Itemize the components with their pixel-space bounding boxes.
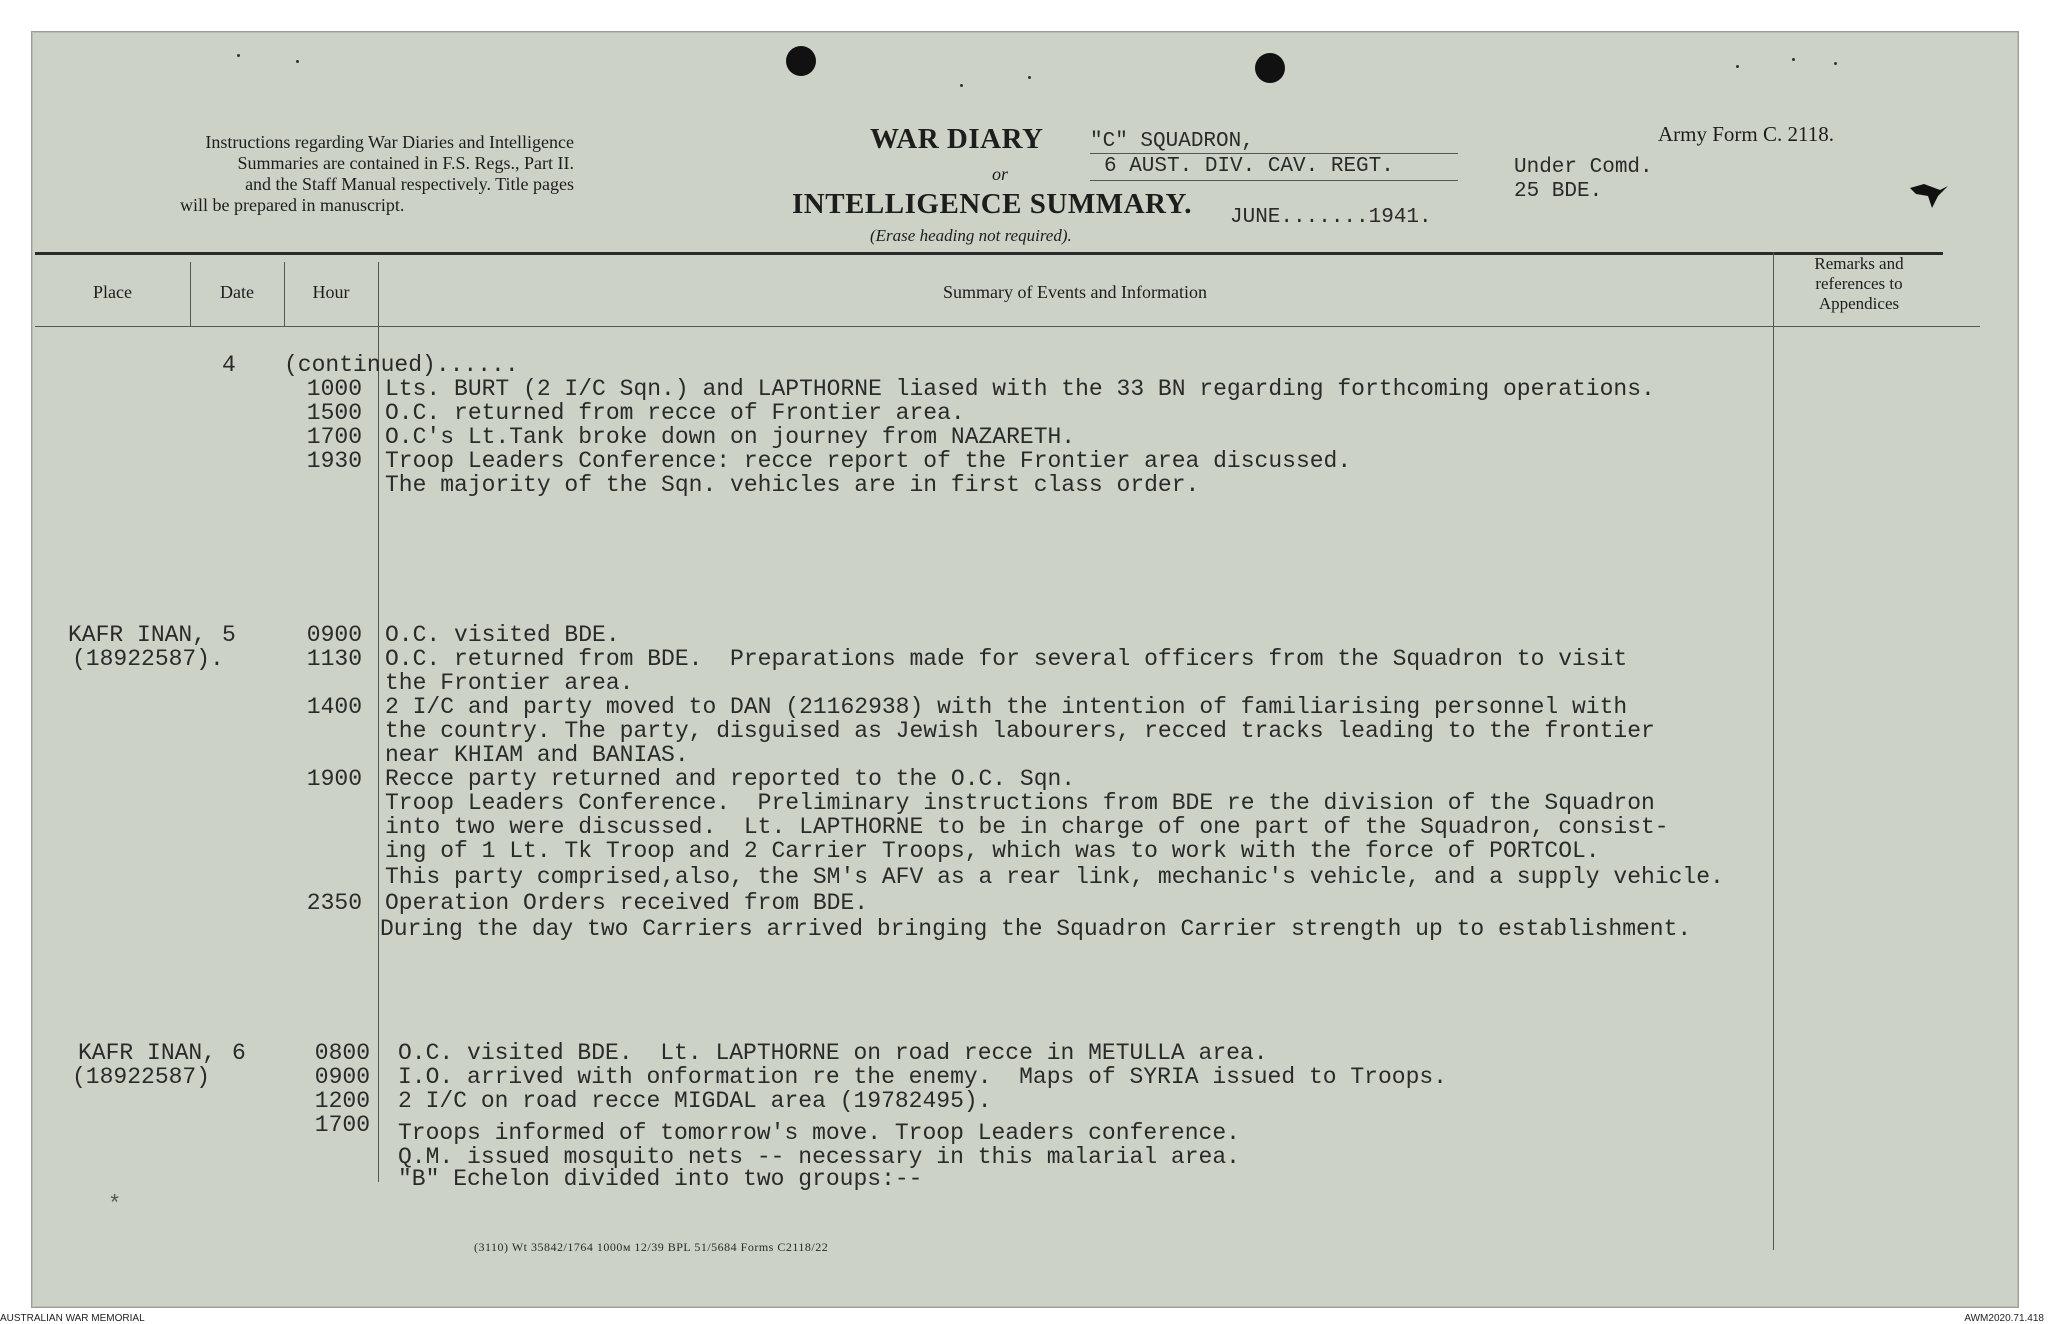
- entry-hour: 1400: [306, 694, 362, 720]
- entry-text: the country. The party, disguised as Jewish labourers, recced tracks leading to the frontier: [385, 718, 1655, 744]
- punch-hole-right: [1255, 53, 1285, 83]
- entry-date: 6: [232, 1040, 246, 1066]
- entry-text: Troop Leaders Conference. Preliminary instructions from BDE re the division of the Squadron: [385, 790, 1655, 816]
- entry-hour: 1130: [306, 646, 362, 672]
- entry-text: 2 I/C on road recce MIGDAL area (19782495).: [398, 1088, 992, 1114]
- entry-date: 4: [222, 352, 236, 378]
- column-header-hour: Hour: [312, 282, 350, 302]
- header-top-rule: [35, 252, 1943, 255]
- column-header-summary: Summary of Events and Information: [943, 282, 1207, 302]
- instructions-line: and the Staff Manual respectively. Title pages: [245, 174, 574, 194]
- entry-hour: 2350: [306, 890, 362, 916]
- entry-place: KAFR INAN,: [78, 1040, 217, 1066]
- archive-credit: AUSTRALIAN WAR MEMORIAL: [0, 1313, 145, 1324]
- entry-place-ref: (18922587).: [72, 646, 224, 672]
- entry-text: The majority of the Sqn. vehicles are in first class order.: [385, 472, 1200, 498]
- army-form-number: Army Form C. 2118.: [1658, 122, 1834, 146]
- instructions-note: [54, 132, 574, 216]
- entry-text: the Frontier area.: [385, 670, 634, 696]
- remarks-line: references to: [1815, 274, 1903, 293]
- instructions-line: Summaries are contained in F.S. Regs., Part II.: [237, 153, 574, 173]
- entry-text: O.C. visited BDE. Lt. LAPTHORNE on road recce in METULLA area.: [398, 1040, 1268, 1066]
- paper-tear-mark: [1910, 180, 1950, 210]
- or-label: or: [992, 164, 1009, 184]
- unit-underline: [1090, 153, 1458, 154]
- entry-hour: 1200: [314, 1088, 370, 1114]
- entry-place-ref: (18922587): [72, 1064, 211, 1090]
- header-bottom-rule: [35, 326, 1980, 327]
- entry-text: Q.M. issued mosquito nets -- necessary in this malarial area.: [398, 1144, 1240, 1170]
- entry-text: Operation Orders received from BDE.: [385, 890, 869, 916]
- entry-text: Troops informed of tomorrow's move. Troop Leaders conference.: [398, 1120, 1240, 1146]
- print-code: (3110) Wt 35842/1764 1000м 12/39 BPL 51/5684 Forms C2118/22: [474, 1240, 829, 1254]
- entry-hour: 1700: [314, 1112, 370, 1138]
- margin-pencil-mark: *: [108, 1192, 122, 1217]
- entry-hour: 0900: [306, 622, 362, 648]
- erase-note: (Erase heading not required).: [870, 226, 1072, 245]
- entry-text: O.C's Lt.Tank broke down on journey from NAZARETH.: [385, 424, 1076, 450]
- war-diary-title: WAR DIARY: [870, 123, 1044, 155]
- col-rule-hour: [378, 262, 379, 1182]
- entry-hour: 1930: [306, 448, 362, 474]
- entry-hour: 1500: [306, 400, 362, 426]
- entry-text: Recce party returned and reported to the O.C. Sqn.: [385, 766, 1076, 792]
- regiment-underline: [1090, 180, 1458, 181]
- entry-text: O.C. returned from recce of Frontier area.: [385, 400, 965, 426]
- command-line-1: Under Comd.: [1514, 156, 1653, 179]
- squadron-name: "C" SQUADRON,: [1090, 130, 1254, 153]
- instructions-line: will be prepared in manuscript.: [180, 195, 405, 215]
- entry-hour: 1000: [306, 376, 362, 402]
- col-rule-date: [284, 262, 285, 326]
- entry-text: 2 I/C and party moved to DAN (21162938) with the intention of familiarising personnel with: [385, 694, 1628, 720]
- month-year: JUNE.......1941.: [1230, 206, 1432, 229]
- entry-text: near KHIAM and BANIAS.: [385, 742, 689, 768]
- col-rule-summary: [1773, 252, 1774, 1250]
- entry-date: 5: [222, 622, 236, 648]
- entry-hour: 0800: [314, 1040, 370, 1066]
- entry-text: O.C. visited BDE.: [385, 622, 620, 648]
- regiment-name: 6 AUST. DIV. CAV. REGT.: [1104, 155, 1394, 178]
- entry-text: During the day two Carriers arrived bringing the Squadron Carrier strength up to establishment.: [380, 916, 1692, 942]
- entry-place: KAFR INAN,: [68, 622, 207, 648]
- continued-note: (continued)......: [284, 352, 519, 378]
- col-rule-place: [190, 262, 191, 326]
- entry-text: ing of 1 Lt. Tk Troop and 2 Carrier Troops, which was to work with the force of PORTCOL.: [385, 838, 1600, 864]
- paper-speck: [237, 54, 240, 57]
- entry-hour: 1700: [306, 424, 362, 450]
- punch-hole-left: [786, 46, 816, 76]
- paper-speck: [1792, 58, 1795, 61]
- entry-text: into two were discussed. Lt. LAPTHORNE to be in charge of one part of the Squadron, consist-: [385, 814, 1669, 840]
- entry-text: "B" Echelon divided into two groups:--: [398, 1166, 923, 1192]
- column-header-date: Date: [220, 282, 254, 302]
- entry-hour: 1900: [306, 766, 362, 792]
- archive-reference: AWM2020.71.418: [1964, 1313, 2044, 1324]
- column-header-remarks: [1784, 254, 1934, 314]
- paper-speck: [296, 60, 299, 63]
- entry-text: This party comprised,also, the SM's AFV as a rear link, mechanic's vehicle, and a supply vehicle.: [385, 864, 1724, 890]
- paper-speck: [1028, 76, 1031, 79]
- entry-text: O.C. returned from BDE. Preparations made for several officers from the Squadron to visit: [385, 646, 1628, 672]
- command-line-2: 25 BDE.: [1514, 180, 1603, 203]
- paper-speck: [960, 84, 963, 87]
- paper-speck: [1736, 65, 1739, 68]
- paper-speck: [1834, 62, 1837, 65]
- entry-text: I.O. arrived with onformation re the enemy. Maps of SYRIA issued to Troops.: [398, 1064, 1447, 1090]
- entry-text: Lts. BURT (2 I/C Sqn.) and LAPTHORNE liased with the 33 BN regarding forthcoming operations.: [385, 376, 1655, 402]
- intelligence-summary-title: INTELLIGENCE SUMMARY.: [792, 188, 1192, 220]
- column-header-place: Place: [93, 282, 132, 302]
- entry-hour: 0900: [314, 1064, 370, 1090]
- remarks-line: Remarks and: [1814, 254, 1904, 273]
- entry-text: Troop Leaders Conference: recce report of the Frontier area discussed.: [385, 448, 1352, 474]
- remarks-line: Appendices: [1818, 294, 1900, 313]
- instructions-line: Instructions regarding War Diaries and Intelligence: [205, 132, 574, 152]
